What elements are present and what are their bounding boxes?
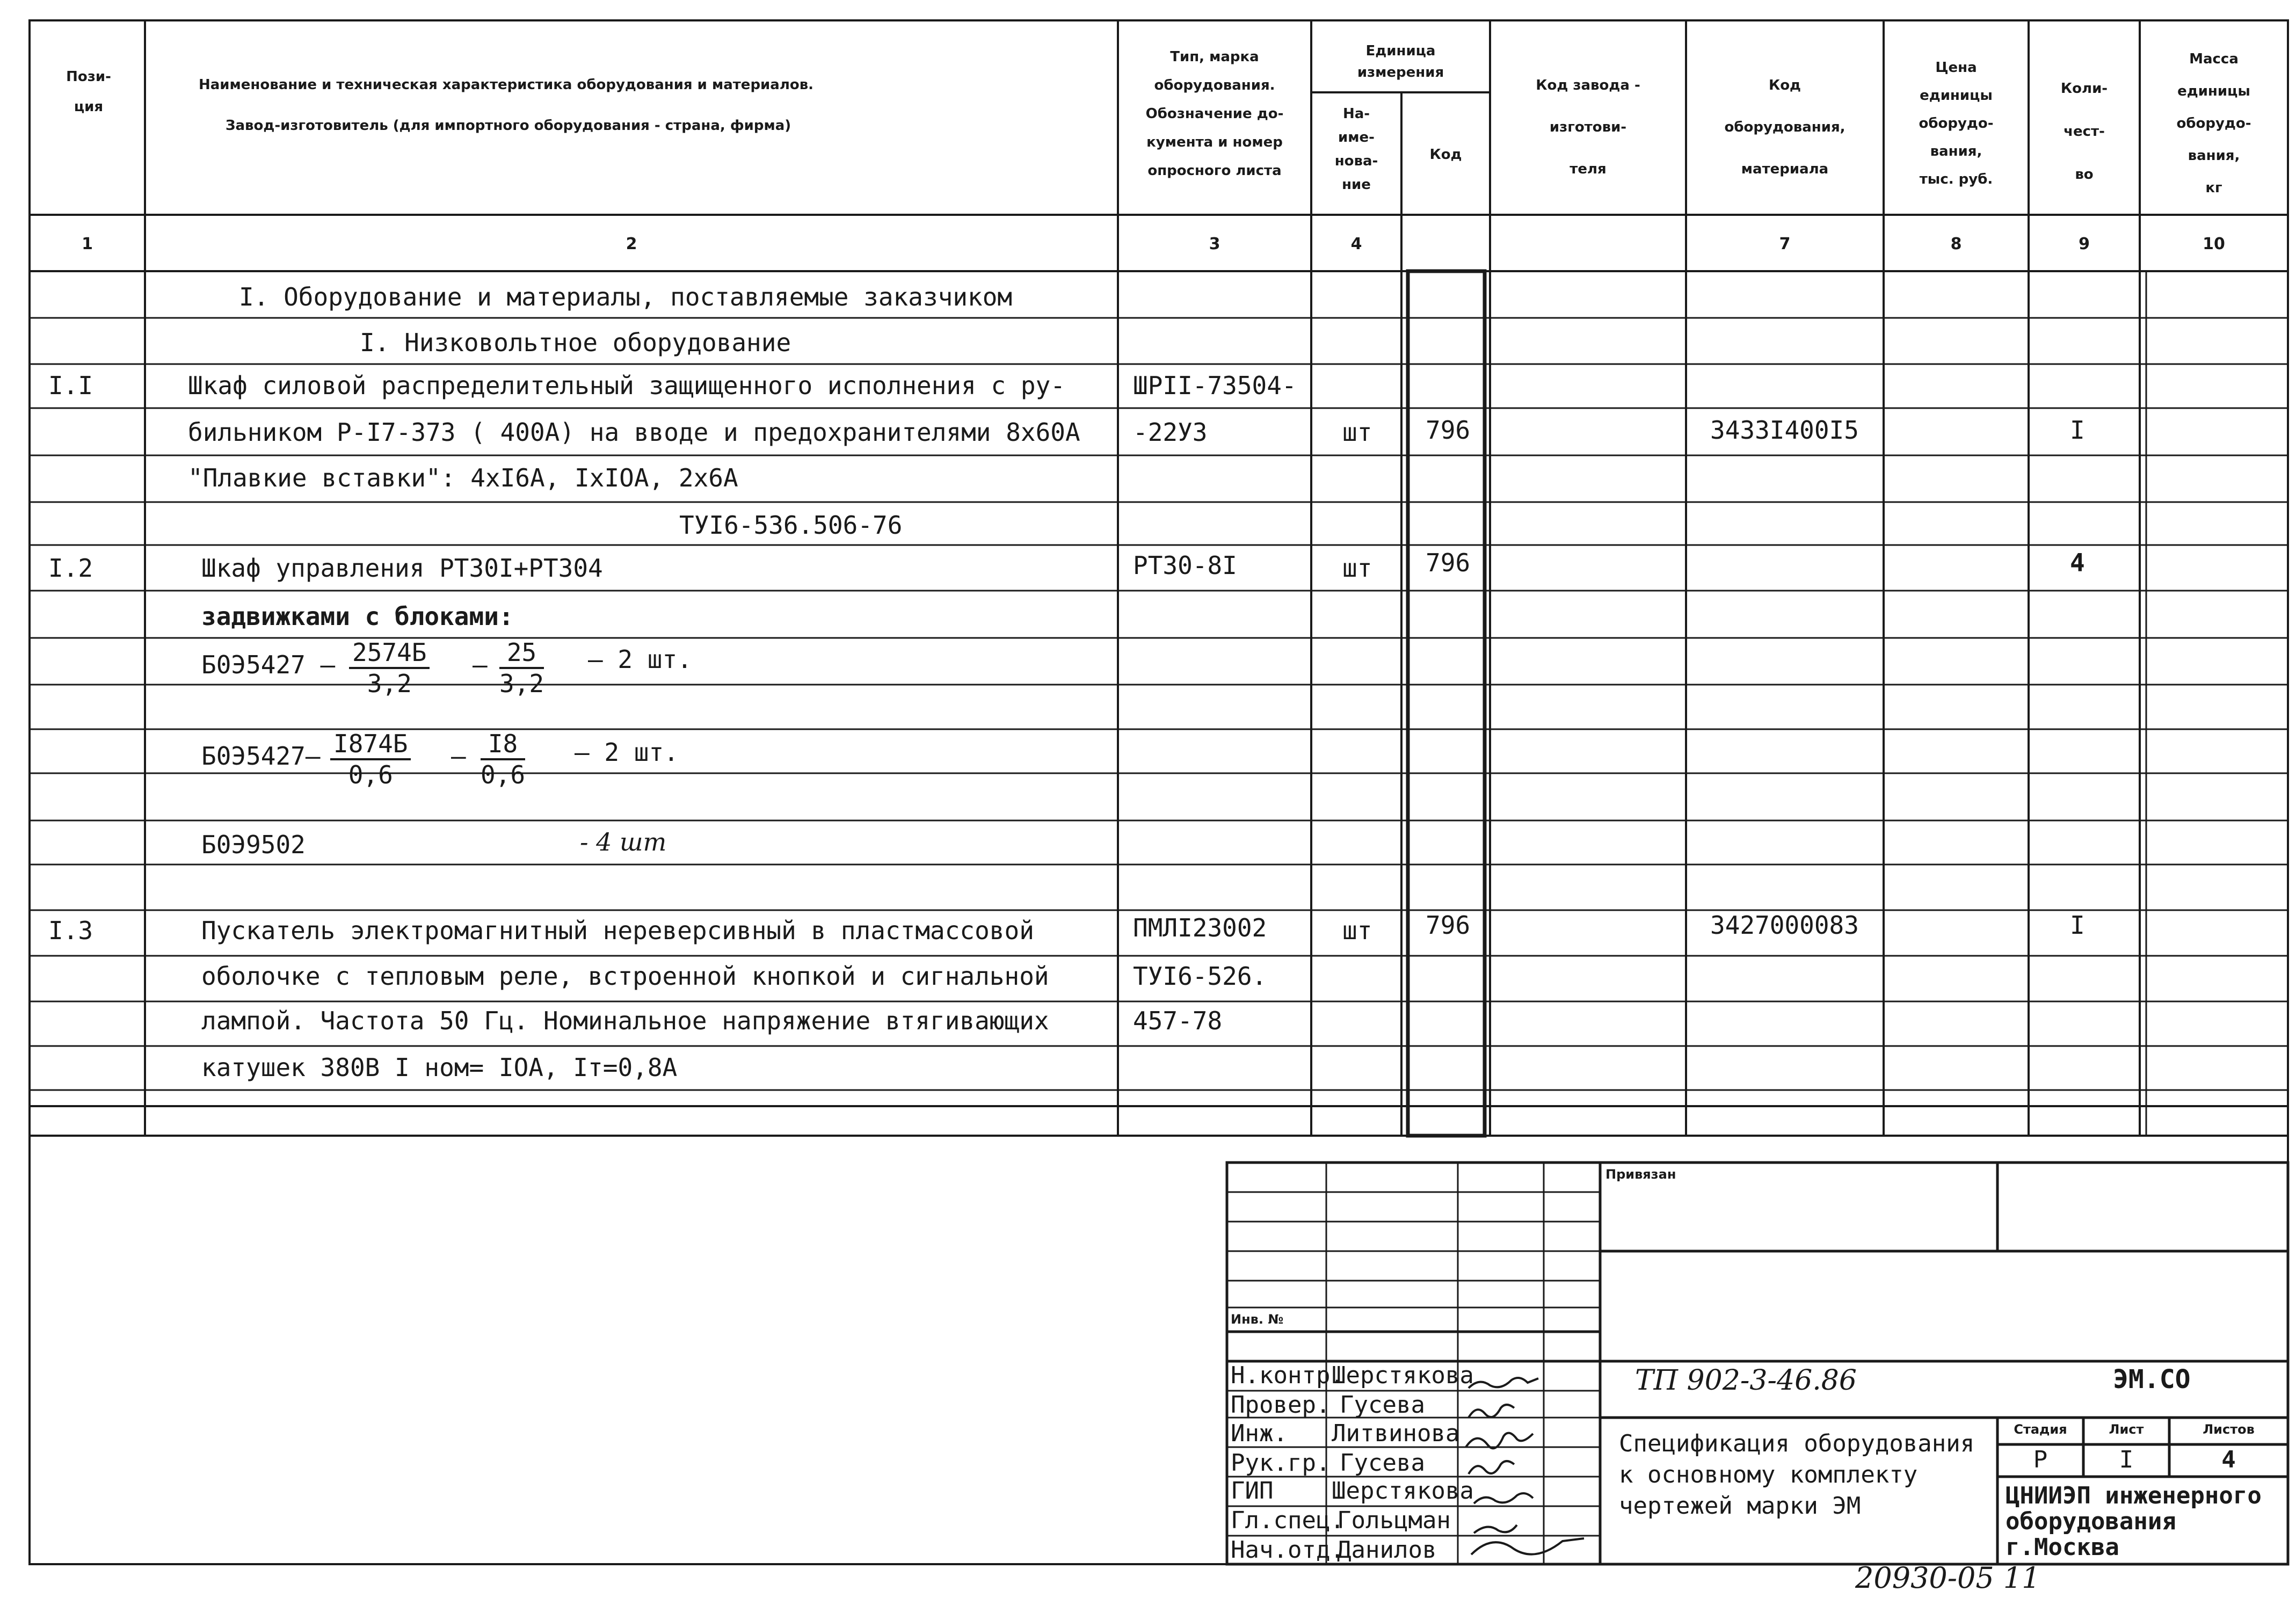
header-text: Тип, марка: [1170, 49, 1259, 65]
header-text: опросного листа: [1147, 163, 1282, 179]
archive-number: 20930-05 11: [1855, 1561, 2040, 1595]
column-number: 1: [82, 235, 93, 253]
quantity-cell: I: [2070, 911, 2085, 940]
column-number: 3: [1209, 235, 1220, 253]
header-quantity: [2029, 67, 2140, 196]
signer-role: ГИП: [1231, 1477, 1274, 1505]
header-text: Цена: [1935, 60, 1977, 76]
header-text: вания,: [1930, 143, 1982, 159]
header-text: материала: [1741, 161, 1829, 177]
header-text: Обозначение до-: [1145, 106, 1284, 122]
org-line: оборудования: [2006, 1508, 2176, 1535]
fraction: [349, 638, 430, 698]
fraction: [499, 638, 544, 698]
signer-role: Гл.спец.: [1231, 1507, 1345, 1534]
header-text: во: [2075, 166, 2094, 183]
sheet-label: Лист: [2109, 1422, 2144, 1437]
column-number: 8: [1950, 235, 1962, 253]
header-text: Код завода -: [1536, 77, 1640, 93]
fraction-numerator: 2574Б: [349, 638, 430, 669]
unit-cell: шт: [1342, 418, 1372, 447]
material-code-cell: 3433I400I5: [1710, 416, 1859, 445]
signer-role: Провер.: [1231, 1391, 1331, 1419]
header-text: оборудования,: [1724, 119, 1845, 135]
fraction-numerator: I874Б: [330, 729, 411, 760]
header-text: име-: [1338, 129, 1375, 146]
signer-role: Рук.гр.: [1231, 1449, 1331, 1477]
header-text: кумента и номер: [1146, 134, 1283, 150]
signer-name: Гольцман: [1337, 1507, 1451, 1534]
header-text: тыс. руб.: [1919, 171, 1993, 187]
type-cell: ШРII-73504-: [1133, 371, 1297, 400]
signature-marks: [1466, 1378, 1584, 1555]
unit-cell: шт: [1342, 916, 1372, 945]
column-number: 2: [626, 235, 637, 253]
title-line: к основному комплекту: [1619, 1461, 1918, 1488]
header-text: единицы: [2177, 83, 2250, 99]
header-text: нова-: [1334, 153, 1378, 169]
title-line: Спецификация оборудования: [1619, 1430, 1975, 1457]
signer-name: Гусева: [1340, 1449, 1425, 1477]
inventory-label: Инв. №: [1231, 1312, 1284, 1327]
fraction-denominator: 0,6: [481, 760, 526, 789]
type-cell: ПМЛI23002: [1133, 913, 1267, 942]
header-text: измерения: [1357, 64, 1444, 81]
sheet-value: I: [2119, 1446, 2134, 1473]
header-text: На-: [1342, 106, 1370, 122]
position-cell: I.I: [48, 371, 93, 400]
header-unit-group: [1311, 40, 1490, 83]
unit-code-cell: 796: [1426, 548, 1471, 577]
stage-value: Р: [2033, 1446, 2048, 1473]
header-text: вания,: [2188, 148, 2240, 164]
signer-name: Шерстякова: [1332, 1477, 1474, 1505]
header-position: [32, 70, 145, 114]
unit-cell: шт: [1342, 554, 1372, 583]
fraction: [330, 729, 411, 789]
header-price: [1884, 54, 2029, 193]
block-code: Б0Э9502: [201, 830, 306, 859]
privyazan-label: Привязан: [1605, 1167, 1676, 1182]
subsection-title: I. Низковольтное оборудование: [360, 328, 791, 357]
name-cell: лампой. Частота 50 Гц. Номинальное напряжение втягивающих: [201, 1006, 1049, 1035]
signer-name: Гусева: [1340, 1391, 1425, 1419]
name-cell: Шкаф управления РТ30I+РТ304: [201, 554, 603, 583]
project-code: ТП 902-3-46.86: [1635, 1364, 1857, 1397]
fraction-denominator: 3,2: [367, 669, 412, 698]
header-factory-code: [1490, 64, 1686, 190]
header-mass: [2140, 43, 2288, 204]
name-cell: катушек 380В I ном= IOA, Iт=0,8А: [201, 1053, 678, 1082]
header-text: оборудо-: [1919, 115, 1994, 132]
header-text: чест-: [2064, 124, 2105, 140]
header-text: оборудо-: [2176, 115, 2251, 132]
document-mark: ЭМ.СО: [2113, 1364, 2191, 1394]
position-cell: I.3: [48, 916, 93, 945]
column-number: 9: [2079, 235, 2090, 253]
block-count: – 2 шт.: [588, 645, 692, 674]
block-code: Б0Э5427 –: [201, 650, 336, 679]
name-cell: Пускатель электромагнитный нереверсивный в пластмассовой: [201, 916, 1034, 945]
fraction-denominator: 3,2: [499, 669, 544, 698]
stage-label: Стадия: [2014, 1422, 2067, 1437]
header-text: оборудования.: [1154, 77, 1275, 93]
org-line: ЦНИИЭП инженерного: [2006, 1482, 2262, 1509]
fraction-denominator: 0,6: [348, 760, 393, 789]
header-text: Единица: [1365, 43, 1436, 59]
header-text: единицы: [1920, 88, 1993, 104]
unit-code-cell: 796: [1426, 416, 1471, 445]
type-cell: -22УЗ: [1133, 418, 1208, 447]
organization: [2006, 1483, 2262, 1560]
name-cell: "Плавкие вставки": 4хI6А, IхIOA, 2х6А: [188, 463, 738, 492]
block-code: Б0Э5427–: [201, 742, 321, 771]
dash: –: [451, 742, 466, 771]
material-code-cell: 3427000083: [1710, 911, 1859, 940]
signer-role: Н.контр.: [1231, 1362, 1345, 1389]
name-cell: оболочке с тепловым реле, встроенной кнопкой и сигнальной: [201, 962, 1049, 991]
org-line: г.Москва: [2006, 1534, 2119, 1561]
signer-name: Данилов: [1337, 1536, 1437, 1564]
name-cell: бильником Р-I7-373 ( 400А) на вводе и предохранителями 8х60А: [188, 418, 1080, 447]
header-text: Код: [1429, 147, 1462, 163]
section-title: I. Оборудование и материалы, поставляемые заказчиком: [239, 282, 1013, 311]
block-count: – 2 шт.: [575, 738, 679, 767]
sheets-value: 4: [2221, 1446, 2236, 1473]
signer-role: Инж.: [1231, 1420, 1288, 1447]
dash: –: [473, 650, 488, 679]
type-cell: 457-78: [1133, 1006, 1223, 1035]
document-title: [1619, 1428, 1974, 1522]
header-text: кг: [2205, 180, 2222, 196]
header-text: Наименование и техническая характеристика оборудования и материалов.: [199, 77, 814, 93]
quantity-cell: I: [2070, 416, 2085, 445]
fraction: [481, 729, 525, 789]
signer-name: Шерстякова: [1332, 1362, 1474, 1389]
header-text: ние: [1342, 177, 1371, 193]
fraction-numerator: I8: [481, 729, 525, 760]
block-count: - 4 шт: [580, 827, 667, 856]
header-text: изготови-: [1549, 119, 1627, 135]
column-number: 10: [2203, 235, 2225, 253]
header-unit-code: [1401, 148, 1490, 162]
title-line: чертежей марки ЭМ: [1619, 1492, 1861, 1520]
signer-role: Нач.отд.: [1231, 1536, 1345, 1564]
type-cell: РТ30-8I: [1133, 551, 1237, 580]
name-cell: задвижками с блоками:: [201, 602, 514, 631]
header-name: [156, 78, 1069, 133]
signer-name: Литвинова: [1332, 1420, 1460, 1447]
fraction-numerator: 25: [499, 638, 544, 669]
column-number: 4: [1350, 235, 1362, 253]
name-cell: ТУI6-536.506-76: [679, 511, 903, 540]
quantity-cell: 4: [2070, 548, 2085, 577]
type-cell: ТУI6-526.: [1133, 962, 1267, 991]
header-text: Масса: [2189, 51, 2239, 67]
column-number: 7: [1779, 235, 1791, 253]
name-cell: Шкаф силовой распределительный защищенного исполнения с ру-: [188, 371, 1065, 400]
position-cell: I.2: [48, 554, 93, 583]
header-type: [1118, 43, 1311, 185]
header-unit-name: [1311, 102, 1401, 197]
header-text: Завод-изготовитель (для импортного оборудования - страна, фирма): [226, 118, 791, 134]
sheets-label: Листов: [2203, 1422, 2255, 1437]
header-text: Коли-: [2060, 81, 2108, 97]
unit-code-cell: 796: [1426, 911, 1471, 940]
header-text: Код: [1768, 77, 1801, 93]
header-text: Пози-: [66, 69, 111, 85]
header-material-code: [1686, 64, 1884, 190]
header-text: теля: [1570, 161, 1607, 177]
header-text: ция: [74, 99, 104, 115]
